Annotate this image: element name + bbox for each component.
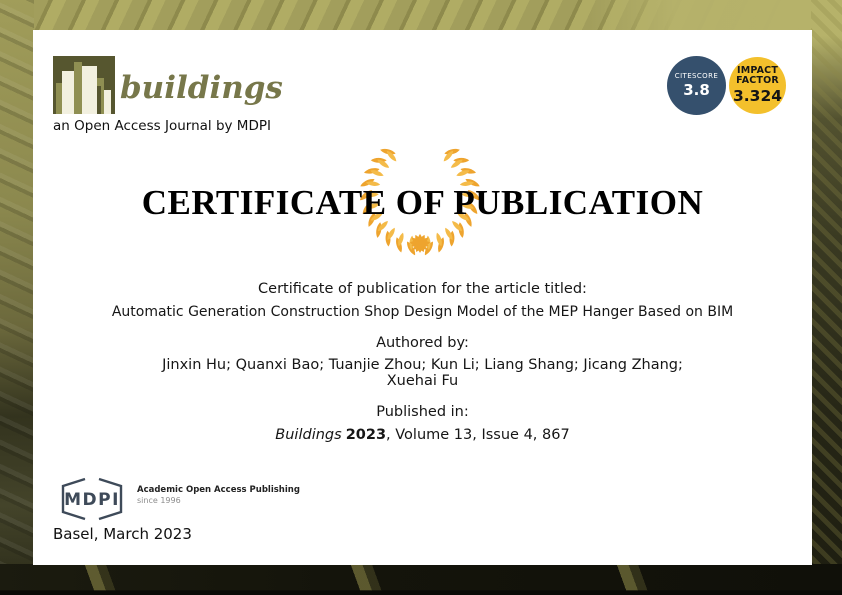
citation-journal: Buildings	[275, 427, 342, 443]
citation-line	[33, 427, 812, 444]
certificate-card	[33, 30, 812, 565]
impact-factor-value: 3.324	[732, 87, 783, 105]
publisher-line-2: since 1996	[137, 496, 181, 505]
mdpi-logo-text: MDPI	[64, 490, 120, 510]
impact-factor-label-2: FACTOR	[736, 75, 779, 86]
journal-name: buildings	[120, 70, 283, 106]
background-border-bottom	[0, 564, 842, 595]
citescore-value: 3.8	[683, 81, 710, 99]
authors-line-1: Jinxin Hu; Quanxi Bao; Tuanjie Zhou; Kun Li; Liang Shang; Jicang Zhang;	[162, 357, 683, 373]
background-border-right	[811, 0, 842, 595]
citation-rest: , Volume 13, Issue 4, 867	[386, 427, 570, 443]
authors-line-2: Xuehai Fu	[386, 373, 459, 389]
impact-factor-badge	[729, 57, 786, 114]
certificate-title: CERTIFICATE OF PUBLICATION	[141, 183, 704, 222]
published-in-label: Published in:	[376, 404, 469, 420]
citation-year: 2023	[345, 427, 387, 443]
impact-factor-label-1: IMPACT	[736, 65, 779, 76]
place-date: Basel, March 2023	[53, 525, 192, 543]
article-title: Automatic Generation Construction Shop Design Model of the MEP Hanger Based on BIM	[111, 304, 734, 320]
background-border-top	[0, 0, 842, 32]
citescore-label: CITESCORE	[674, 72, 719, 80]
authored-by-label: Authored by:	[376, 335, 469, 351]
publisher-text	[137, 485, 300, 505]
buildings-logo-icon	[53, 56, 115, 114]
background-border-left	[0, 0, 34, 595]
journal-tagline: an Open Access Journal by MDPI	[53, 118, 271, 134]
publisher-line-1: Academic Open Access Publishing	[137, 485, 300, 495]
intro-line: Certificate of publication for the article titled:	[258, 281, 587, 297]
citescore-badge	[667, 56, 726, 115]
mdpi-hexagon-icon	[51, 476, 133, 522]
